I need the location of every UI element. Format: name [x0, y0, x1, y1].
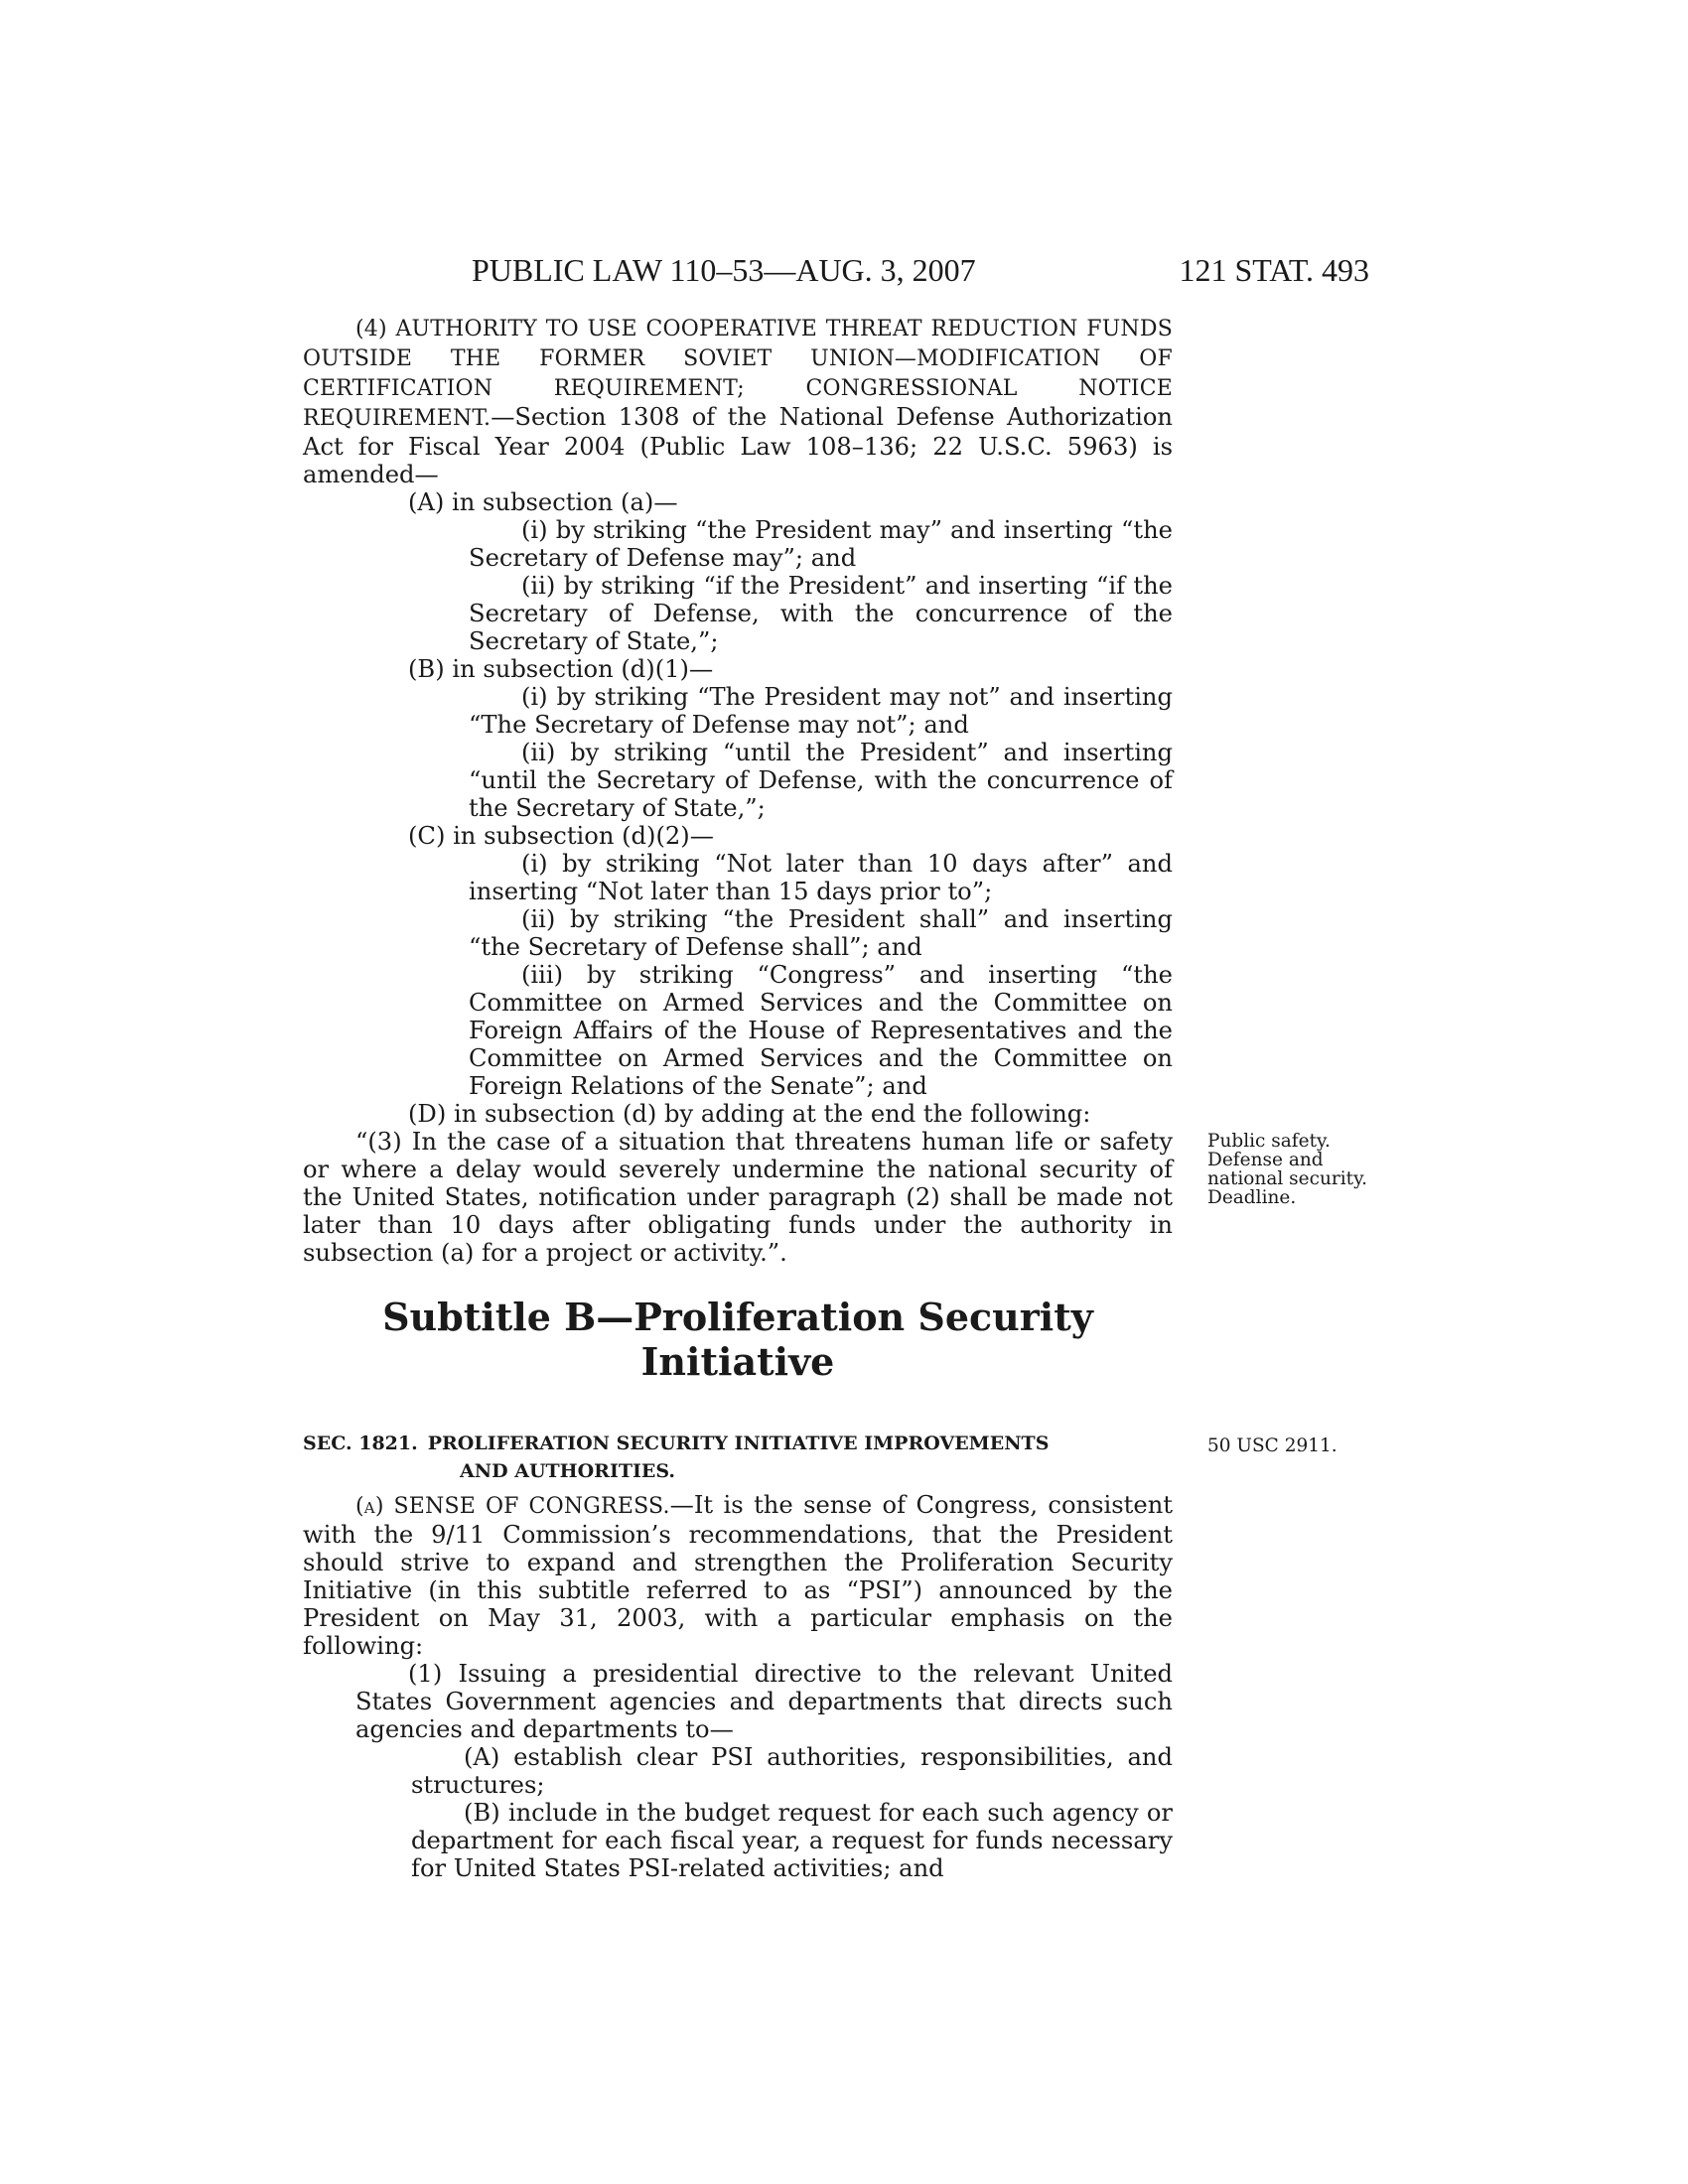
- item-c: (C) in subsection (d)(2)—: [408, 822, 714, 850]
- item-c-ii: (ii) by striking “the President shall” and inserting “the Secretary of Defense shall”; and: [469, 905, 1173, 961]
- sense-item-1-b: (B) include in the budget request for each such agency or department for each fiscal year, a request for funds necessary for United States PSI-related activities; and: [411, 1799, 1173, 1882]
- margin-note-usc: 50 USC 2911.: [1207, 1435, 1337, 1456]
- item-a: (A) in subsection (a)—: [408, 488, 678, 516]
- paragraph-4: [303, 314, 1173, 488]
- item-a-ii: (ii) by striking “if the President” and inserting “if the Secretary of Defense, with the concurrence of the Secretary of State,”;: [469, 572, 1173, 655]
- margin-note-line: Public safety.: [1207, 1131, 1331, 1152]
- quoted-paragraph-3: “(3) In the case of a situation that threatens human life or safety or where a delay would severely undermine the national security of the United States, notification under paragraph (2) shall be made not later than 10 days after obligating funds under the authority in subsection (a) for a project or activity.”.: [303, 1128, 1173, 1267]
- item-a-i: (i) by striking “the President may” and inserting “the Secretary of Defense may”; and: [469, 516, 1173, 572]
- paragraph-4-block: [303, 314, 1173, 1267]
- sense-of-congress-text: —It is the sense of Congress, consistent with the 9/11 Commission’s recommendations, that the President should strive to expand and strengthen the Proliferation Security Initiative (in this subtitle referred to as “PSI”) announced by the President on May 31, 2003, with a particular emphasis on the following:: [303, 1491, 1173, 1660]
- paragraph-4-heading: (4) AUTHORITY TO USE COOPERATIVE THREAT REDUCTION FUNDS OUTSIDE THE FORMER SOVIET UNION—MODIFICATION OF CERTIFICATION REQUIREMENT; CONGRESSIONAL NOTICE REQUIREMENT.: [303, 317, 1173, 431]
- section-number: SEC. 1821.: [303, 1433, 418, 1454]
- item-b-ii: (ii) by striking “until the President” and inserting “until the Secretary of Defense, with the concurrence of the Secretary of State,”;: [469, 739, 1173, 822]
- margin-note-line: Deadline.: [1207, 1187, 1297, 1208]
- section-heading: [303, 1430, 1173, 1485]
- public-law-title: PUBLIC LAW 110–53—AUG. 3, 2007: [472, 252, 976, 288]
- section-title-line-2: AND AUTHORITIES.: [460, 1460, 675, 1482]
- section-title-line-1: PROLIFERATION SECURITY INITIATIVE IMPROVEMENTS: [427, 1433, 1050, 1454]
- item-c-i: (i) by striking “Not later than 10 days after” and inserting “Not later than 15 days prior to”;: [469, 850, 1173, 905]
- sense-item-1: (1) Issuing a presidential directive to the relevant United States Government agencies and departments that directs such agencies and departments to—: [355, 1660, 1173, 1743]
- sense-item-1-a: (A) establish clear PSI authorities, responsibilities, and structures;: [411, 1743, 1173, 1799]
- sense-of-congress: [303, 1491, 1173, 1660]
- margin-note-line: Defense and national security.: [1207, 1150, 1367, 1189]
- running-header: [472, 250, 1369, 290]
- subtitle-heading: [303, 1295, 1173, 1384]
- item-b: (B) in subsection (d)(1)—: [408, 655, 714, 683]
- item-c-iii: (iii) by striking “Congress” and inserting “the Committee on Armed Services and the Committee on Foreign Affairs of the House of Representatives and the Committee on Armed Services and the Committee on Foreign Relations of the Senate”; and: [469, 961, 1173, 1100]
- item-d: (D) in subsection (d) by adding at the end the following:: [408, 1100, 1091, 1128]
- subtitle-line-1: Subtitle B—Proliferation Security: [382, 1295, 1093, 1339]
- paragraph-4-text: —Section 1308 of the National Defense Authorization Act for Fiscal Year 2004 (Public Law 108–136; 22 U.S.C. 5963) is amended—: [303, 403, 1173, 488]
- sense-of-congress-heading: (a) SENSE OF CONGRESS.: [355, 1494, 670, 1519]
- sense-of-congress-block: [303, 1491, 1173, 1882]
- item-b-i: (i) by striking “The President may not” and inserting “The Secretary of Defense may not”; and: [469, 683, 1173, 739]
- statute-page-number: 121 STAT. 493: [1179, 252, 1369, 288]
- subtitle-line-2: Initiative: [640, 1339, 835, 1384]
- margin-note-public-safety: [1207, 1132, 1396, 1207]
